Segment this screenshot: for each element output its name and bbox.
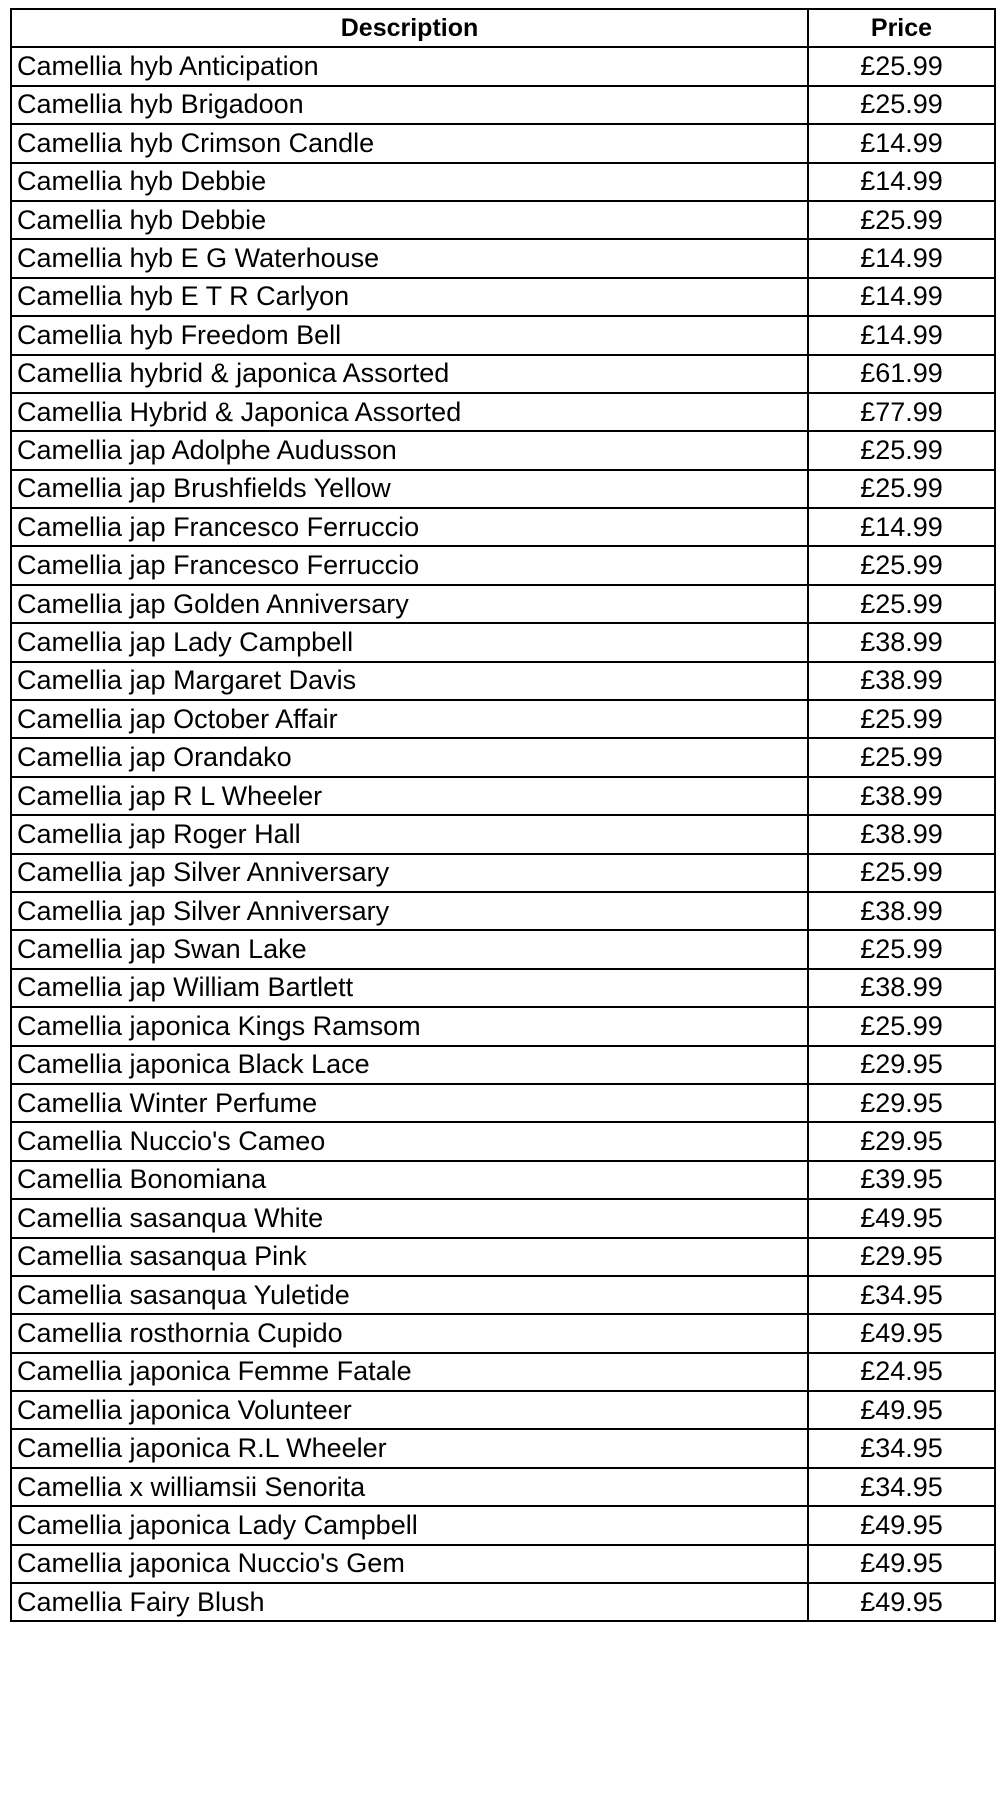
- price-cell: £14.99: [808, 278, 995, 316]
- table-row: [11, 1007, 995, 1045]
- table-header: [11, 9, 995, 47]
- table-row: [11, 892, 995, 930]
- price-list-table: [10, 8, 996, 1622]
- table-row: [11, 700, 995, 738]
- price-cell: £14.99: [808, 124, 995, 162]
- table-row: [11, 623, 995, 661]
- table-row: [11, 854, 995, 892]
- table-row: [11, 1199, 995, 1237]
- description-cell: Camellia japonica Volunteer: [11, 1391, 808, 1429]
- price-cell: £38.99: [808, 892, 995, 930]
- table-row: [11, 1122, 995, 1160]
- description-cell: Camellia japonica Kings Ramsom: [11, 1007, 808, 1045]
- table-row: [11, 815, 995, 853]
- table-row: [11, 1238, 995, 1276]
- description-cell: Camellia x williamsii Senorita: [11, 1468, 808, 1506]
- price-cell: £14.99: [808, 239, 995, 277]
- price-cell: £34.95: [808, 1429, 995, 1467]
- price-cell: £38.99: [808, 969, 995, 1007]
- description-cell: Camellia sasanqua Yuletide: [11, 1276, 808, 1314]
- description-cell: Camellia sasanqua Pink: [11, 1238, 808, 1276]
- price-cell: £38.99: [808, 815, 995, 853]
- table-row: [11, 1161, 995, 1199]
- table-row: [11, 278, 995, 316]
- description-cell: Camellia jap Margaret Davis: [11, 662, 808, 700]
- description-cell: Camellia jap Francesco Ferruccio: [11, 546, 808, 584]
- price-cell: £49.95: [808, 1314, 995, 1352]
- table-row: [11, 738, 995, 776]
- description-cell: Camellia jap Golden Anniversary: [11, 585, 808, 623]
- description-cell: Camellia hyb Debbie: [11, 201, 808, 239]
- price-cell: £14.99: [808, 163, 995, 201]
- price-cell: £49.95: [808, 1545, 995, 1583]
- table-row: [11, 86, 995, 124]
- price-cell: £25.99: [808, 930, 995, 968]
- table-row: [11, 355, 995, 393]
- description-cell: Camellia hyb Debbie: [11, 163, 808, 201]
- description-cell: Camellia Bonomiana: [11, 1161, 808, 1199]
- description-cell: Camellia japonica Femme Fatale: [11, 1353, 808, 1391]
- description-cell: Camellia jap Adolphe Audusson: [11, 431, 808, 469]
- price-cell: £39.95: [808, 1161, 995, 1199]
- price-cell: £25.99: [808, 854, 995, 892]
- table-row: [11, 969, 995, 1007]
- price-cell: £25.99: [808, 47, 995, 85]
- table-row: [11, 1276, 995, 1314]
- description-cell: Camellia Fairy Blush: [11, 1583, 808, 1621]
- table-row: [11, 508, 995, 546]
- description-cell: Camellia jap Silver Anniversary: [11, 892, 808, 930]
- price-column-header: Price: [808, 9, 995, 47]
- table-row: [11, 470, 995, 508]
- price-cell: £38.99: [808, 777, 995, 815]
- price-cell: £14.99: [808, 508, 995, 546]
- description-cell: Camellia hyb Anticipation: [11, 47, 808, 85]
- description-cell: Camellia hyb E G Waterhouse: [11, 239, 808, 277]
- table-row: [11, 1583, 995, 1621]
- table-row: [11, 1429, 995, 1467]
- price-cell: £25.99: [808, 546, 995, 584]
- table-row: [11, 1545, 995, 1583]
- price-cell: £38.99: [808, 662, 995, 700]
- price-cell: £29.95: [808, 1122, 995, 1160]
- description-cell: Camellia jap Silver Anniversary: [11, 854, 808, 892]
- description-cell: Camellia Nuccio's Cameo: [11, 1122, 808, 1160]
- price-cell: £24.95: [808, 1353, 995, 1391]
- description-cell: Camellia jap Lady Campbell: [11, 623, 808, 661]
- price-cell: £77.99: [808, 393, 995, 431]
- table-row: [11, 585, 995, 623]
- price-cell: £25.99: [808, 738, 995, 776]
- table-row: [11, 1314, 995, 1352]
- table-row: [11, 1353, 995, 1391]
- price-cell: £25.99: [808, 585, 995, 623]
- description-cell: Camellia rosthornia Cupido: [11, 1314, 808, 1352]
- description-cell: Camellia japonica R.L Wheeler: [11, 1429, 808, 1467]
- table-row: [11, 201, 995, 239]
- description-cell: Camellia jap Orandako: [11, 738, 808, 776]
- price-cell: £38.99: [808, 623, 995, 661]
- price-cell: £25.99: [808, 201, 995, 239]
- description-cell: Camellia Hybrid & Japonica Assorted: [11, 393, 808, 431]
- table-row: [11, 239, 995, 277]
- description-cell: Camellia hyb E T R Carlyon: [11, 278, 808, 316]
- price-cell: £61.99: [808, 355, 995, 393]
- description-cell: Camellia hybrid & japonica Assorted: [11, 355, 808, 393]
- description-cell: Camellia japonica Lady Campbell: [11, 1506, 808, 1544]
- price-cell: £25.99: [808, 470, 995, 508]
- table-row: [11, 1506, 995, 1544]
- price-cell: £14.99: [808, 316, 995, 354]
- table-row: [11, 163, 995, 201]
- description-column-header: Description: [11, 9, 808, 47]
- description-cell: Camellia jap R L Wheeler: [11, 777, 808, 815]
- table-body: [11, 47, 995, 1621]
- table-row: [11, 662, 995, 700]
- description-cell: Camellia jap William Bartlett: [11, 969, 808, 1007]
- price-cell: £49.95: [808, 1506, 995, 1544]
- description-cell: Camellia hyb Brigadoon: [11, 86, 808, 124]
- table-row: [11, 777, 995, 815]
- price-cell: £34.95: [808, 1468, 995, 1506]
- table-row: [11, 431, 995, 469]
- description-cell: Camellia sasanqua White: [11, 1199, 808, 1237]
- description-cell: Camellia jap Francesco Ferruccio: [11, 508, 808, 546]
- price-cell: £49.95: [808, 1391, 995, 1429]
- header-row: [11, 9, 995, 47]
- table-row: [11, 124, 995, 162]
- price-cell: £29.95: [808, 1046, 995, 1084]
- table-row: [11, 1084, 995, 1122]
- table-row: [11, 930, 995, 968]
- description-cell: Camellia hyb Freedom Bell: [11, 316, 808, 354]
- price-cell: £25.99: [808, 1007, 995, 1045]
- price-cell: £25.99: [808, 700, 995, 738]
- table-row: [11, 1468, 995, 1506]
- price-cell: £49.95: [808, 1199, 995, 1237]
- table-row: [11, 1391, 995, 1429]
- description-cell: Camellia Winter Perfume: [11, 1084, 808, 1122]
- price-cell: £29.95: [808, 1084, 995, 1122]
- table-row: [11, 1046, 995, 1084]
- description-cell: Camellia jap Brushfields Yellow: [11, 470, 808, 508]
- description-cell: Camellia hyb Crimson Candle: [11, 124, 808, 162]
- table-row: [11, 316, 995, 354]
- price-cell: £49.95: [808, 1583, 995, 1621]
- description-cell: Camellia japonica Black Lace: [11, 1046, 808, 1084]
- table-row: [11, 47, 995, 85]
- table-row: [11, 393, 995, 431]
- price-cell: £25.99: [808, 86, 995, 124]
- description-cell: Camellia jap October Affair: [11, 700, 808, 738]
- description-cell: Camellia japonica Nuccio's Gem: [11, 1545, 808, 1583]
- price-cell: £29.95: [808, 1238, 995, 1276]
- table-row: [11, 546, 995, 584]
- price-cell: £25.99: [808, 431, 995, 469]
- price-cell: £34.95: [808, 1276, 995, 1314]
- description-cell: Camellia jap Roger Hall: [11, 815, 808, 853]
- description-cell: Camellia jap Swan Lake: [11, 930, 808, 968]
